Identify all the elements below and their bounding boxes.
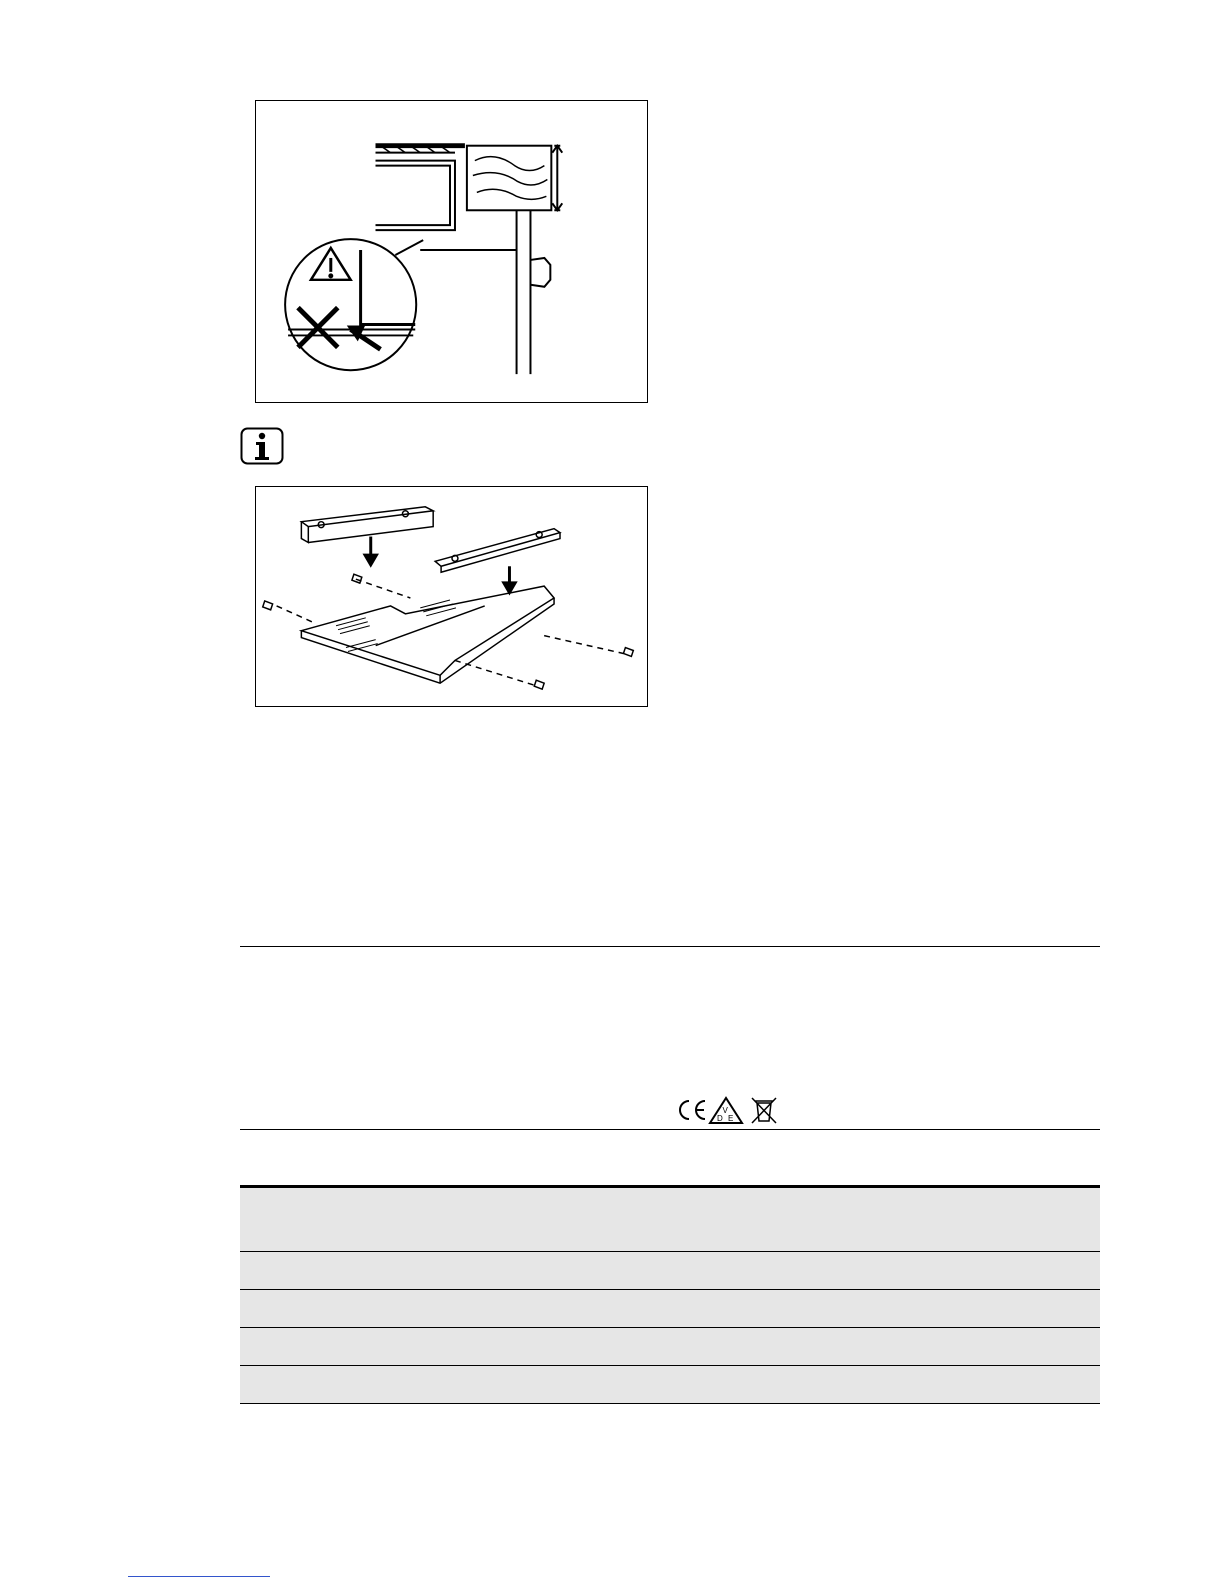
table-cell (670, 1290, 1100, 1328)
ce-mark-icon (680, 1101, 689, 1119)
mounting-rails-diagram (256, 487, 647, 706)
installation-diagram (256, 101, 647, 402)
spec-table (240, 1185, 1100, 1404)
table-cell (670, 1252, 1100, 1290)
table-row (240, 1187, 1100, 1252)
svg-text:D: D (717, 1114, 723, 1123)
table-cell (670, 1328, 1100, 1366)
table-cell (240, 1187, 670, 1252)
certification-marks (672, 1095, 792, 1125)
svg-text:V: V (722, 1106, 728, 1115)
table-cell (240, 1252, 670, 1290)
svg-text:E: E (728, 1114, 734, 1123)
table-cell (240, 1328, 670, 1366)
table-cell (240, 1290, 670, 1328)
table-row (240, 1290, 1100, 1328)
installation-figure (255, 100, 648, 403)
mounting-rails-figure (255, 486, 648, 707)
weee-bin-icon (752, 1098, 776, 1123)
section-divider (240, 946, 1100, 947)
table-cell (670, 1187, 1100, 1252)
table-cell (670, 1366, 1100, 1404)
footer-link-underline[interactable] (128, 1576, 270, 1577)
info-icon (240, 427, 284, 465)
section-divider (240, 1129, 1100, 1130)
table-cell (240, 1366, 670, 1404)
table-row (240, 1366, 1100, 1404)
table-row (240, 1328, 1100, 1366)
table-row (240, 1252, 1100, 1290)
